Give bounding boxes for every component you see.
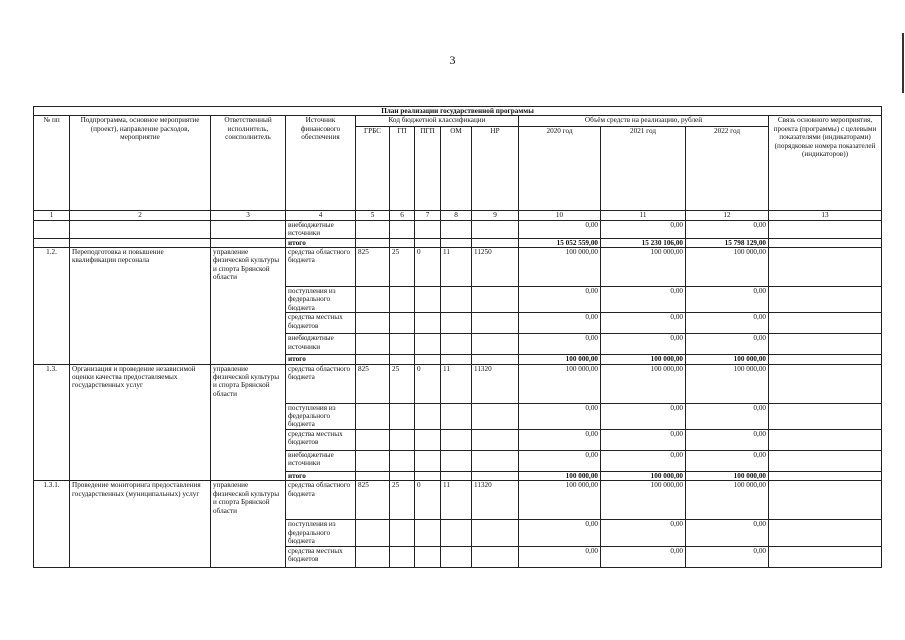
empty-cell	[70, 238, 211, 247]
header-funding: Объём средств на реализацию, рублей	[519, 116, 769, 127]
source-cell: средства областного бюджета	[286, 481, 356, 520]
header-budget-code: Код бюджетной классификации	[356, 116, 519, 127]
col-number: 1	[34, 211, 70, 220]
link-cell	[769, 546, 882, 567]
table-row	[34, 248, 882, 287]
empty-cell	[415, 546, 441, 567]
link-cell	[769, 520, 882, 546]
empty-cell	[356, 238, 390, 247]
amount-2020: 100 000,00	[519, 355, 601, 364]
measure-name: Проведение мониторинга предоставления государственных (муниципальных) услуг	[70, 481, 211, 567]
empty-cell	[390, 355, 415, 364]
amount-2022: 0,00	[686, 313, 769, 334]
link-cell	[769, 355, 882, 364]
empty-cell	[415, 471, 441, 480]
amount-2020: 100 000,00	[519, 481, 601, 520]
code-grbs: 825	[356, 248, 390, 287]
empty-cell	[356, 355, 390, 364]
empty-cell	[356, 429, 390, 450]
measure-name: Переподготовка и повышение квалификации персонала	[70, 248, 211, 365]
header-np: НР	[472, 127, 519, 211]
empty-cell	[472, 450, 519, 471]
empty-cell	[70, 220, 211, 238]
amount-2022: 0,00	[686, 287, 769, 313]
amount-2022: 0,00	[686, 403, 769, 429]
amount-2022: 0,00	[686, 450, 769, 471]
empty-cell	[415, 429, 441, 450]
measure-name: Организация и проведение независимой оценки качества предоставляемых государственных услуг	[70, 364, 211, 481]
amount-2022: 0,00	[686, 220, 769, 238]
empty-cell	[390, 238, 415, 247]
scan-edge-mark	[902, 33, 904, 93]
empty-cell	[356, 313, 390, 334]
code-np: 11250	[472, 248, 519, 287]
header-link: Связь основного мероприятия, проекта (программы) с целевыми показателями (индикаторами) (порядковые номера показателей (индикаторов))	[769, 116, 882, 211]
measure-num: 1.2.	[34, 248, 70, 365]
empty-cell	[415, 450, 441, 471]
empty-cell	[472, 313, 519, 334]
amount-2020: 0,00	[519, 287, 601, 313]
code-pgp: 0	[415, 364, 441, 403]
source-cell: внебюджетные источники	[286, 450, 356, 471]
col-number: 7	[415, 211, 441, 220]
link-cell	[769, 287, 882, 313]
empty-cell	[472, 355, 519, 364]
header-2022: 2022 год	[686, 127, 769, 211]
empty-cell	[356, 334, 390, 355]
empty-cell	[390, 287, 415, 313]
empty-cell	[356, 471, 390, 480]
empty-cell	[34, 220, 70, 238]
measure-num: 1.3.1.	[34, 481, 70, 567]
code-gp: 25	[390, 364, 415, 403]
amount-2020: 0,00	[519, 313, 601, 334]
source-cell: итого	[286, 471, 356, 480]
empty-cell	[415, 520, 441, 546]
measure-responsible: управление физической культуры и спорта Брянской области	[211, 481, 286, 567]
amount-2021: 0,00	[601, 520, 686, 546]
amount-2021: 100 000,00	[601, 364, 686, 403]
link-cell	[769, 238, 882, 247]
empty-cell	[211, 238, 286, 247]
amount-2022: 0,00	[686, 546, 769, 567]
amount-2022: 0,00	[686, 334, 769, 355]
amount-2022: 0,00	[686, 520, 769, 546]
amount-2020: 0,00	[519, 546, 601, 567]
measure-num: 1.3.	[34, 364, 70, 481]
empty-cell	[356, 287, 390, 313]
code-grbs: 825	[356, 364, 390, 403]
empty-cell	[415, 238, 441, 247]
amount-2021: 100 000,00	[601, 471, 686, 480]
page-number: 3	[449, 53, 456, 67]
source-cell: внебюджетные источники	[286, 334, 356, 355]
link-cell	[769, 429, 882, 450]
code-pgp: 0	[415, 248, 441, 287]
link-cell	[769, 471, 882, 480]
col-number: 11	[601, 211, 686, 220]
amount-2020: 15 052 559,00	[519, 238, 601, 247]
empty-cell	[472, 334, 519, 355]
table-row	[34, 220, 882, 238]
source-cell: итого	[286, 238, 356, 247]
link-cell	[769, 481, 882, 520]
amount-2021: 100 000,00	[601, 355, 686, 364]
link-cell	[769, 364, 882, 403]
code-gp: 25	[390, 481, 415, 520]
source-cell: средства областного бюджета	[286, 364, 356, 403]
empty-cell	[390, 220, 415, 238]
code-pgp: 0	[415, 481, 441, 520]
source-cell: средства местных бюджетов	[286, 429, 356, 450]
amount-2021: 0,00	[601, 546, 686, 567]
source-cell: средства местных бюджетов	[286, 313, 356, 334]
col-number: 8	[441, 211, 472, 220]
header-source: Источник финансового обеспечения	[286, 116, 356, 211]
header-2021: 2021 год	[601, 127, 686, 211]
empty-cell	[441, 450, 472, 471]
empty-cell	[415, 313, 441, 334]
empty-cell	[472, 429, 519, 450]
source-cell: средства областного бюджета	[286, 248, 356, 287]
amount-2020: 0,00	[519, 429, 601, 450]
link-cell	[769, 334, 882, 355]
link-cell	[769, 248, 882, 287]
col-number: 6	[390, 211, 415, 220]
empty-cell	[390, 334, 415, 355]
empty-cell	[211, 220, 286, 238]
empty-cell	[472, 238, 519, 247]
empty-cell	[441, 546, 472, 567]
header-pgp: ПГП	[415, 127, 441, 211]
source-cell: поступления из федерального бюджета	[286, 287, 356, 313]
source-cell: средства местных бюджетов	[286, 546, 356, 567]
col-number: 12	[686, 211, 769, 220]
empty-cell	[472, 471, 519, 480]
link-cell	[769, 450, 882, 471]
code-np: 11320	[472, 364, 519, 403]
col-number: 10	[519, 211, 601, 220]
amount-2020: 100 000,00	[519, 248, 601, 287]
empty-cell	[441, 238, 472, 247]
empty-cell	[34, 238, 70, 247]
empty-cell	[441, 403, 472, 429]
empty-cell	[472, 520, 519, 546]
code-om: 11	[441, 481, 472, 520]
empty-cell	[390, 471, 415, 480]
col-number: 9	[472, 211, 519, 220]
amount-2020: 100 000,00	[519, 471, 601, 480]
table-row	[34, 238, 882, 247]
amount-2022: 100 000,00	[686, 248, 769, 287]
code-om: 11	[441, 364, 472, 403]
link-cell	[769, 403, 882, 429]
amount-2022: 15 798 129,00	[686, 238, 769, 247]
empty-cell	[390, 403, 415, 429]
amount-2022: 0,00	[686, 429, 769, 450]
empty-cell	[356, 450, 390, 471]
empty-cell	[390, 450, 415, 471]
amount-2021: 100 000,00	[601, 481, 686, 520]
code-gp: 25	[390, 248, 415, 287]
link-cell	[769, 313, 882, 334]
empty-cell	[390, 313, 415, 334]
empty-cell	[472, 220, 519, 238]
source-cell: поступления из федерального бюджета	[286, 403, 356, 429]
source-cell: поступления из федерального бюджета	[286, 520, 356, 546]
empty-cell	[441, 355, 472, 364]
empty-cell	[441, 334, 472, 355]
header-num: № пп	[34, 116, 70, 211]
amount-2021: 15 230 106,00	[601, 238, 686, 247]
header-program: Подпрограмма, основное мероприятие (проект), направление расходов, мероприятие	[70, 116, 211, 211]
empty-cell	[441, 313, 472, 334]
amount-2021: 0,00	[601, 450, 686, 471]
amount-2020: 0,00	[519, 403, 601, 429]
code-np: 11320	[472, 481, 519, 520]
empty-cell	[415, 287, 441, 313]
empty-cell	[390, 520, 415, 546]
empty-cell	[472, 287, 519, 313]
code-grbs: 825	[356, 481, 390, 520]
empty-cell	[415, 403, 441, 429]
table-row	[34, 481, 882, 520]
header-om: ОМ	[441, 127, 472, 211]
table-row	[34, 364, 882, 403]
amount-2021: 100 000,00	[601, 248, 686, 287]
empty-cell	[441, 429, 472, 450]
amount-2021: 0,00	[601, 220, 686, 238]
col-number: 5	[356, 211, 390, 220]
empty-cell	[356, 403, 390, 429]
empty-cell	[356, 520, 390, 546]
source-cell: итого	[286, 355, 356, 364]
amount-2022: 100 000,00	[686, 471, 769, 480]
amount-2021: 0,00	[601, 429, 686, 450]
measure-responsible: управление физической культуры и спорта Брянской области	[211, 248, 286, 365]
col-number: 4	[286, 211, 356, 220]
amount-2020: 0,00	[519, 334, 601, 355]
amount-2020: 0,00	[519, 220, 601, 238]
source-cell: внебюджетные источники	[286, 220, 356, 238]
amount-2020: 100 000,00	[519, 364, 601, 403]
empty-cell	[356, 220, 390, 238]
header-responsible: Ответственный исполнитель, соисполнитель	[211, 116, 286, 211]
amount-2021: 0,00	[601, 287, 686, 313]
empty-cell	[441, 520, 472, 546]
amount-2022: 100 000,00	[686, 355, 769, 364]
header-grbs: ГРБС	[356, 127, 390, 211]
col-number: 13	[769, 211, 882, 220]
empty-cell	[415, 334, 441, 355]
amount-2021: 0,00	[601, 313, 686, 334]
empty-cell	[390, 429, 415, 450]
col-number: 3	[211, 211, 286, 220]
empty-cell	[441, 471, 472, 480]
amount-2021: 0,00	[601, 403, 686, 429]
amount-2020: 0,00	[519, 450, 601, 471]
empty-cell	[441, 220, 472, 238]
amount-2020: 0,00	[519, 520, 601, 546]
amount-2022: 100 000,00	[686, 364, 769, 403]
amount-2022: 100 000,00	[686, 481, 769, 520]
measure-responsible: управление физической культуры и спорта Брянской области	[211, 364, 286, 481]
header-gp: ГП	[390, 127, 415, 211]
empty-cell	[472, 403, 519, 429]
empty-cell	[472, 546, 519, 567]
code-om: 11	[441, 248, 472, 287]
link-cell	[769, 220, 882, 238]
table-title: План реализации государственной программы	[34, 107, 882, 116]
empty-cell	[356, 546, 390, 567]
amount-2021: 0,00	[601, 334, 686, 355]
col-number: 2	[70, 211, 211, 220]
header-2020: 2020 год	[519, 127, 601, 211]
program-plan-table	[33, 106, 882, 568]
empty-cell	[415, 220, 441, 238]
empty-cell	[441, 287, 472, 313]
empty-cell	[415, 355, 441, 364]
empty-cell	[390, 546, 415, 567]
